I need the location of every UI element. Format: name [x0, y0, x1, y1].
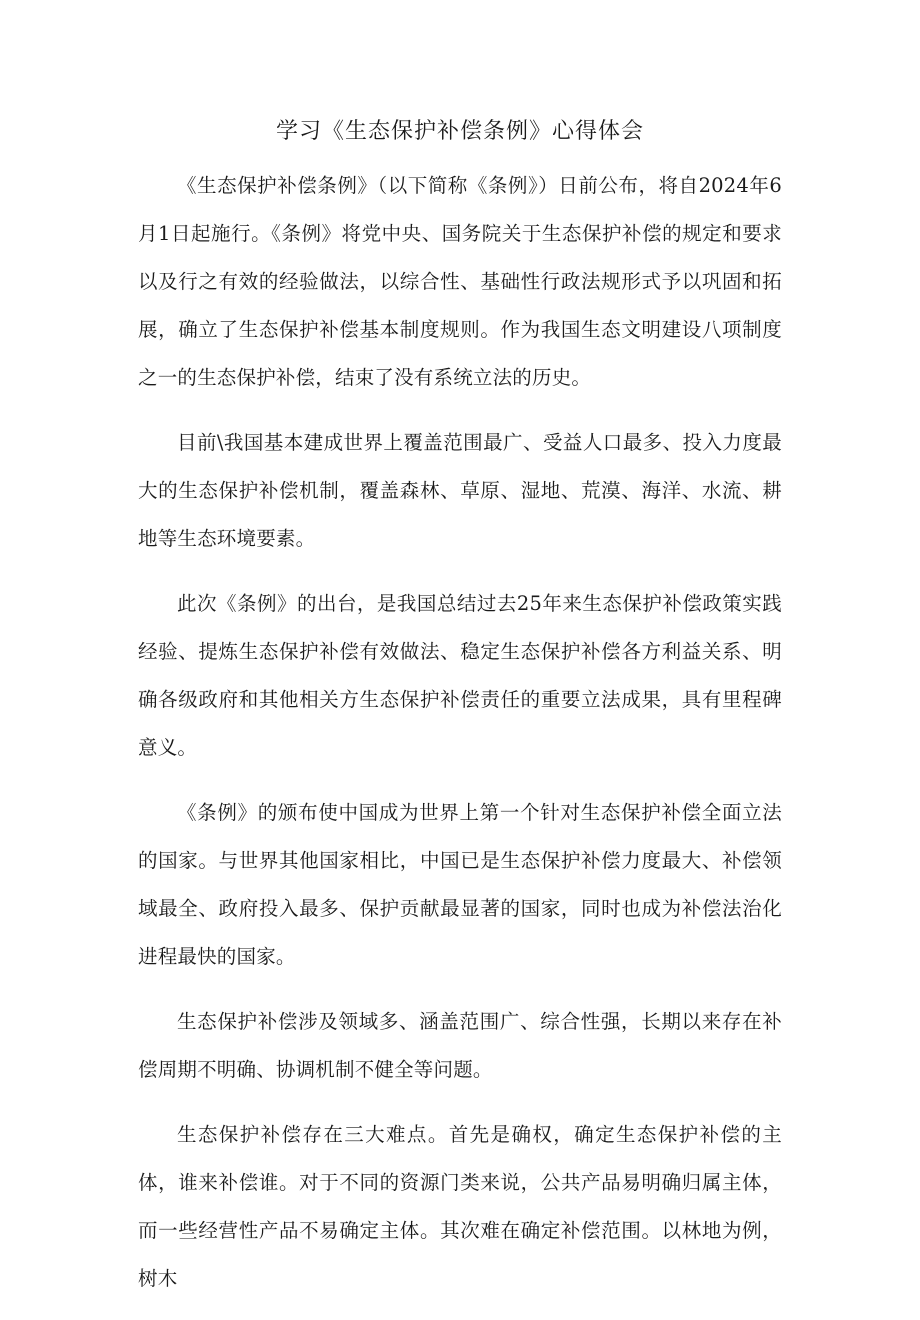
document-body: [138, 162, 782, 1320]
paragraph-4: 《条例》的颁布使中国成为世界上第一个针对生态保护补偿全面立法的国家。与世界其他国家相比，中国已是生态保护补偿力度最大、补偿领域最全、政府投入最多、保护贡献最显著的国家，同时也成为补偿法治化进程最快的国家。: [138, 801, 782, 968]
paragraph-3: 此次《条例》的出台，是我国总结过去25年来生态保护补偿政策实践经验、提炼生态保护补偿有效做法、稳定生态保护补偿各方利益关系、明确各级政府和其他相关方生态保护补偿责任的重要立法成果，具有里程碑意义。: [138, 592, 782, 759]
paragraph-1: 《生态保护补偿条例》（以下简称《条例》）日前公布，将自2024年6月1日起施行。《条例》将党中央、国务院关于生态保护补偿的规定和要求以及行之有效的经验做法，以综合性、基础性行政法规形式予以巩固和拓展，确立了生态保护补偿基本制度规则。作为我国生态文明建设八项制度之一的生态保护补偿，结束了没有系统立法的历史。: [138, 174, 782, 389]
paragraph-6: 生态保护补偿存在三大难点。首先是确权，确定生态保护补偿的主体，谁来补偿谁。对于不同的资源门类来说，公共产品易明确归属主体，而一些经营性产品不易确定主体。其次难在确定补偿范围。以林地为例，树木: [138, 1123, 782, 1290]
paragraph-5: 生态保护补偿涉及领域多、涵盖范围广、综合性强，长期以来存在补偿周期不明确、协调机制不健全等问题。: [138, 1010, 782, 1081]
paragraph-2: 目前\我国基本建成世界上覆盖范围最广、受益人口最多、投入力度最大的生态保护补偿机制，覆盖森林、草原、湿地、荒漠、海洋、水流、耕地等生态环境要素。: [138, 431, 782, 550]
document-title: 学习《生态保护补偿条例》心得体会: [275, 119, 644, 144]
